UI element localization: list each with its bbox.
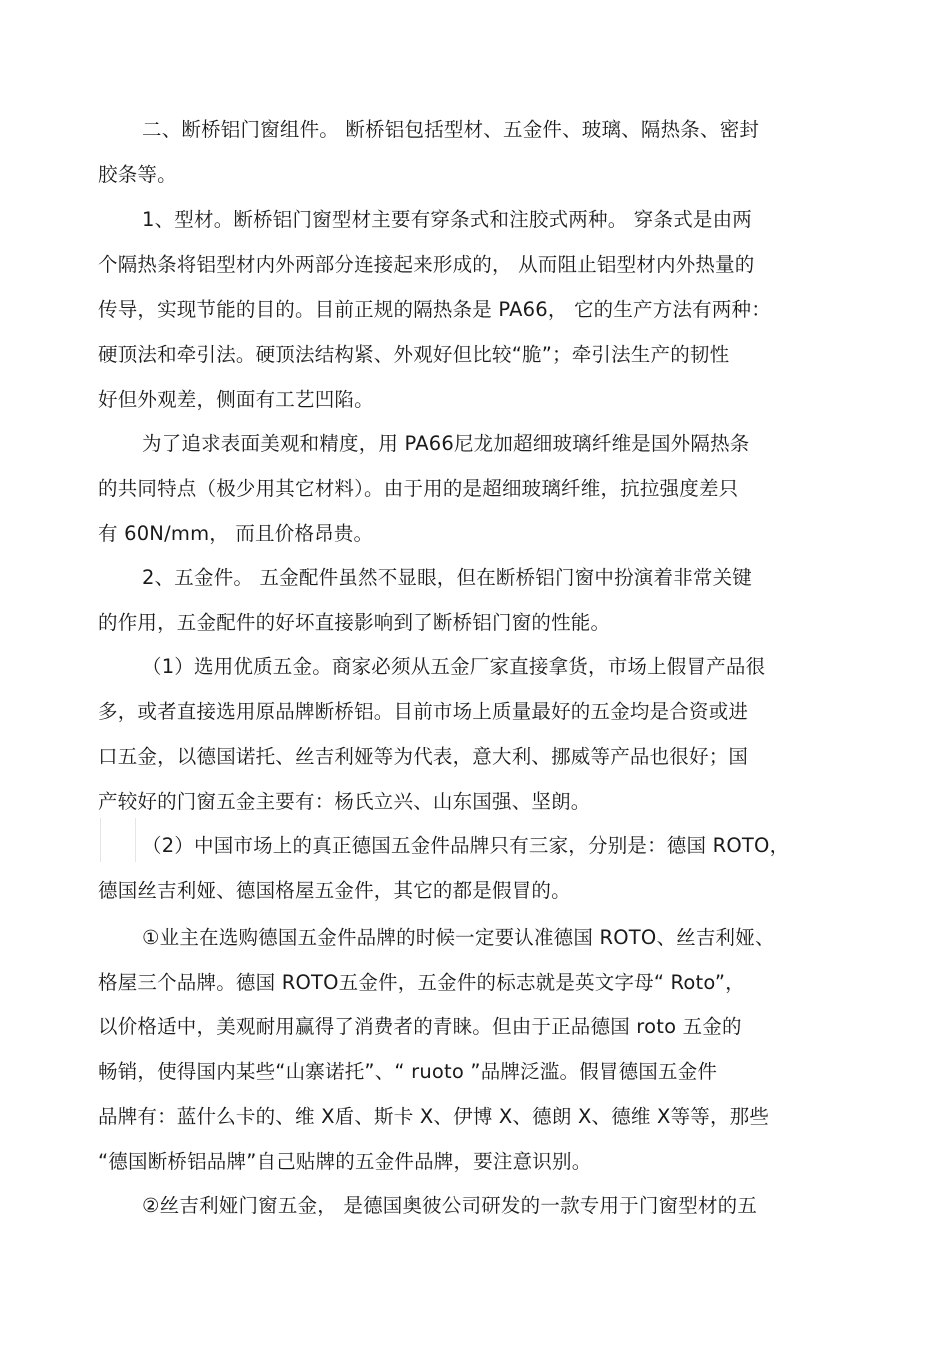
paragraph-line: 畅销，使得国内某些“山寨诺托”、“ ruoto ”品牌泛滥。假冒德国五金件 (98, 1060, 718, 1083)
paragraph-line: 的共同特点（极少用其它材料）。由于用的是超细玻璃纤维，抗拉强度差只 (98, 477, 739, 500)
paragraph-line: 格屋三个品牌。德国 ROTO五金件，五金件的标志就是英文字母“ Roto”， (98, 971, 745, 994)
paragraph-line: “德国断桥铝品牌”自己贴牌的五金件品牌，要注意识别。 (98, 1150, 592, 1173)
paragraph-line: 为了追求表面美观和精度，用 PA66尼龙加超细玻璃纤维是国外隔热条 (142, 432, 750, 455)
paragraph-line: 传导，实现节能的目的。目前正规的隔热条是 PA66， 它的生产方法有两种： (98, 298, 771, 321)
paragraph-line: 2、五金件。 五金配件虽然不显眼，但在断桥铝门窗中扮演着非常关键 (142, 566, 753, 589)
paragraph-line: 有 60N/mm， 而且价格昂贵。 (98, 522, 374, 545)
paragraph-line: 好但外观差，侧面有工艺凹陷。 (98, 388, 374, 411)
paragraph-line: 1、型材。断桥铝门窗型材主要有穿条式和注胶式两种。 穿条式是由两 (142, 208, 753, 231)
paragraph-line: （2）中国市场上的真正德国五金件品牌只有三家，分别是：德国 ROTO， (142, 834, 790, 857)
paragraph-line: 品牌有：蓝什么卡的、维 X盾、斯卡 X、伊博 X、德朗 X、德维 X等等，那些 (98, 1105, 770, 1128)
paragraph-line: 个隔热条将铝型材内外两部分连接起来形成的， 从而阻止铝型材内外热量的 (98, 253, 755, 276)
paragraph-line: 以价格适中，美观耐用赢得了消费者的青睐。但由于正品德国 roto 五金的 (98, 1015, 742, 1038)
paragraph-line: 的作用，五金配件的好坏直接影响到了断桥铝门窗的性能。 (98, 611, 611, 634)
scan-artifact-box (100, 818, 136, 862)
paragraph-line: （1）选用优质五金。商家必须从五金厂家直接拿货，市场上假冒产品很 (142, 655, 766, 678)
paragraph-line: 多，或者直接选用原品牌断桥铝。目前市场上质量最好的五金均是合资或进 (98, 700, 749, 723)
paragraph-line: ②丝吉利娅门窗五金， 是德国奥彼公司研发的一款专用于门窗型材的五 (142, 1194, 758, 1217)
paragraph-line: ①业主在选购德国五金件品牌的时候一定要认准德国 ROTO、丝吉利娅、 (142, 926, 775, 949)
paragraph-line: 胶条等。 (98, 163, 177, 186)
paragraph-line: 硬顶法和牵引法。硬顶法结构紧、外观好但比较“脆”；牵引法生产的韧性 (98, 343, 730, 366)
paragraph-line: 德国丝吉利娅、德国格屋五金件，其它的都是假冒的。 (98, 879, 571, 902)
paragraph-line: 口五金，以德国诺托、丝吉利娅等为代表，意大利、挪威等产品也很好；国 (98, 745, 749, 768)
paragraph-line: 二、断桥铝门窗组件。 断桥铝包括型材、五金件、玻璃、隔热条、密封 (142, 118, 760, 141)
paragraph-line: 产较好的门窗五金主要有：杨氏立兴、山东国强、坚朗。 (98, 790, 591, 813)
